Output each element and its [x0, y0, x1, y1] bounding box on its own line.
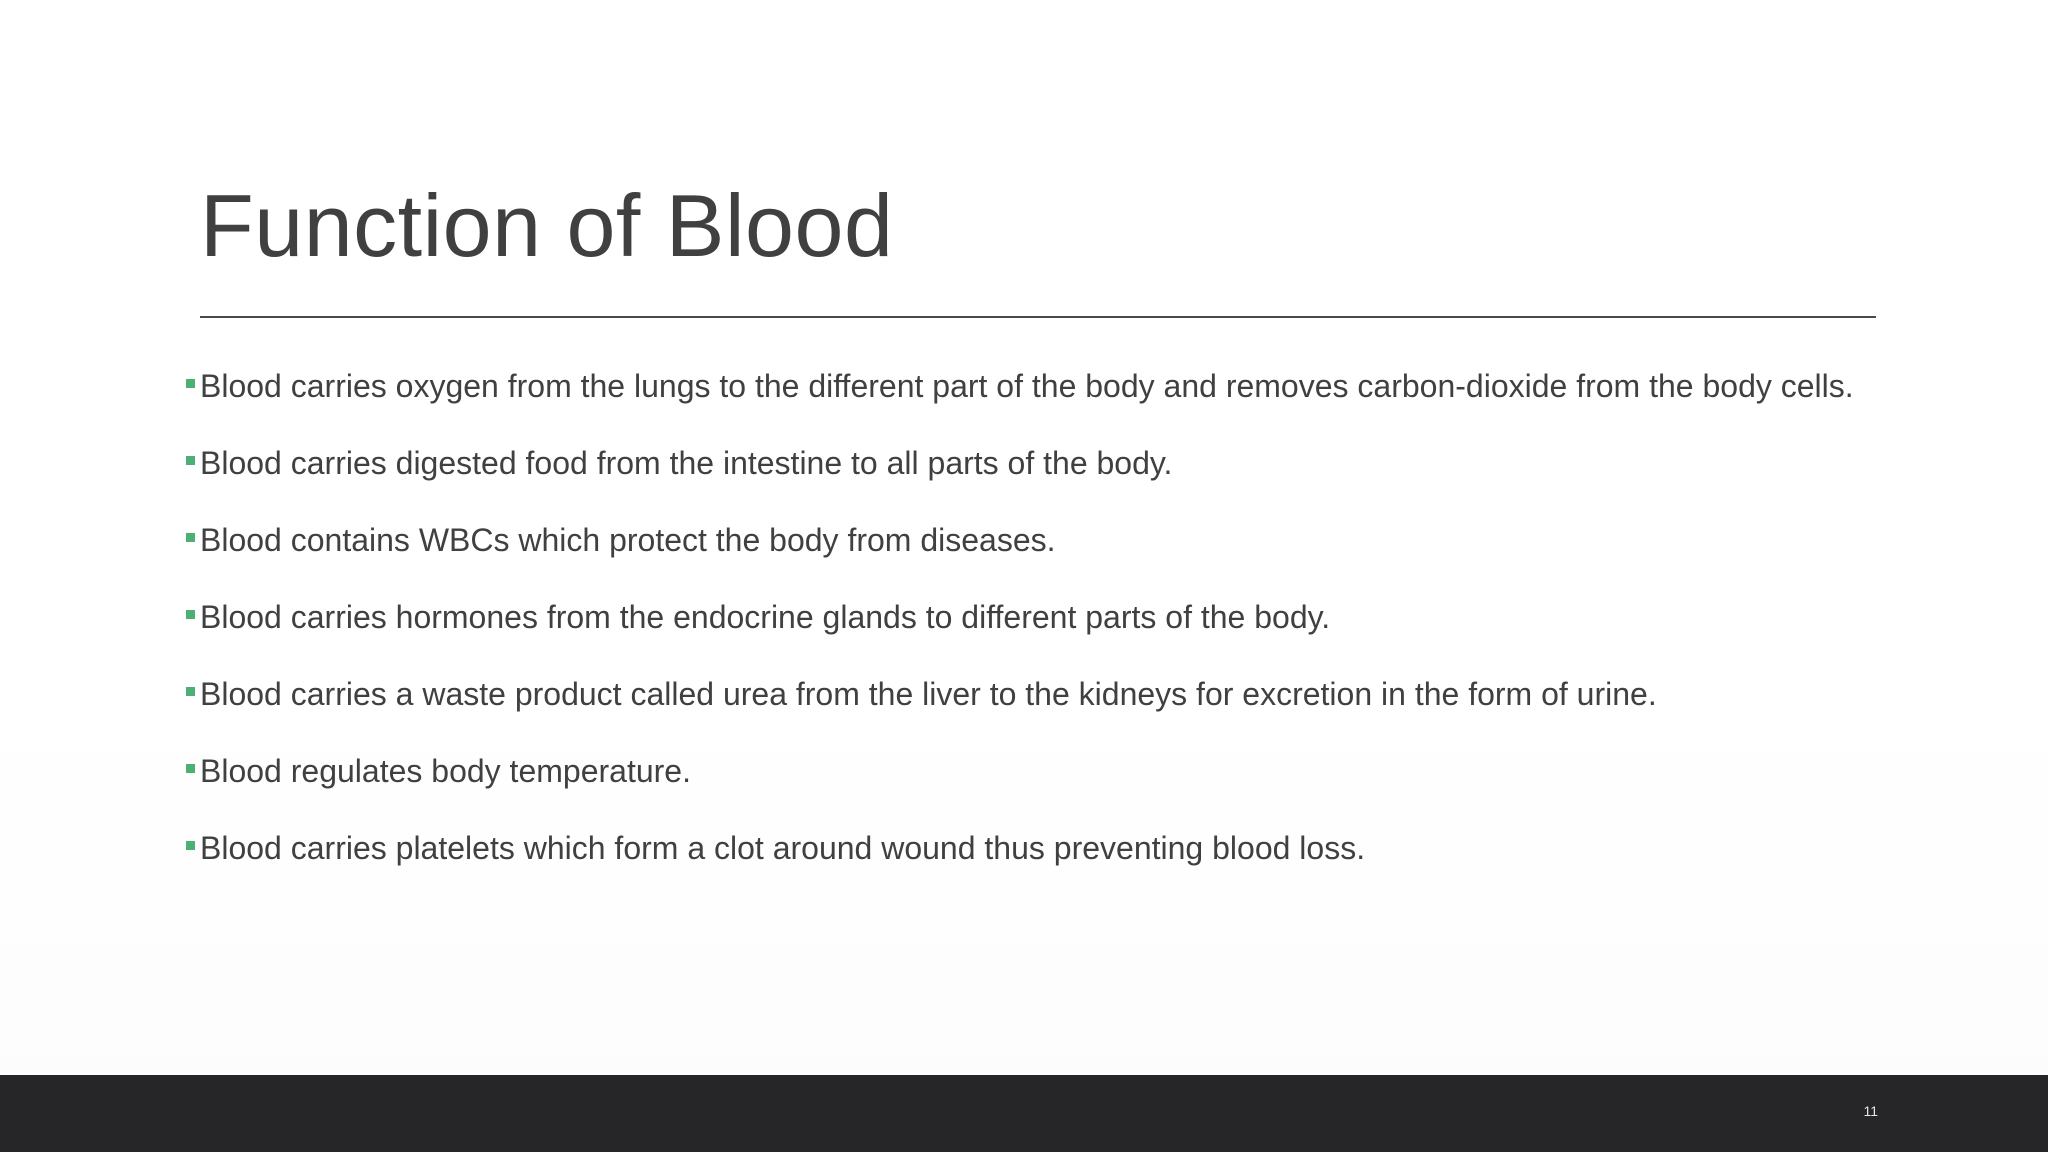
square-bullet-icon [186, 610, 195, 619]
page-number: 11 [1863, 1103, 1878, 1119]
bullet-text: Blood contains WBCs which protect the body from diseases. [200, 522, 1056, 558]
square-bullet-icon [186, 764, 195, 773]
list-item [186, 747, 1876, 795]
list-item [186, 593, 1876, 641]
title-divider [200, 316, 1876, 318]
bullet-text: Blood carries digested food from the intestine to all parts of the body. [200, 445, 1173, 481]
square-bullet-icon [186, 456, 195, 465]
bullet-text: Blood carries a waste product called urea from the liver to the kidneys for excretion in the form of urine. [200, 676, 1657, 712]
bullet-text: Blood carries platelets which form a clot around wound thus preventing blood loss. [200, 830, 1366, 866]
bullet-text: Blood carries hormones from the endocrine glands to different parts of the body. [200, 599, 1331, 635]
bullet-text: Blood carries oxygen from the lungs to the different part of the body and removes carbon-dioxide from the body cells. [200, 368, 1854, 404]
bullet-list [186, 362, 1876, 901]
square-bullet-icon [186, 687, 195, 696]
square-bullet-icon [186, 841, 195, 850]
footer-bar [0, 1075, 2048, 1152]
list-item [186, 516, 1876, 564]
slide-title: Function of Blood [200, 176, 894, 275]
square-bullet-icon [186, 533, 195, 542]
square-bullet-icon [186, 379, 195, 388]
list-item [186, 670, 1876, 718]
bullet-text: Blood regulates body temperature. [200, 753, 691, 789]
list-item [186, 439, 1876, 487]
list-item [186, 824, 1876, 872]
list-item [186, 362, 1876, 410]
